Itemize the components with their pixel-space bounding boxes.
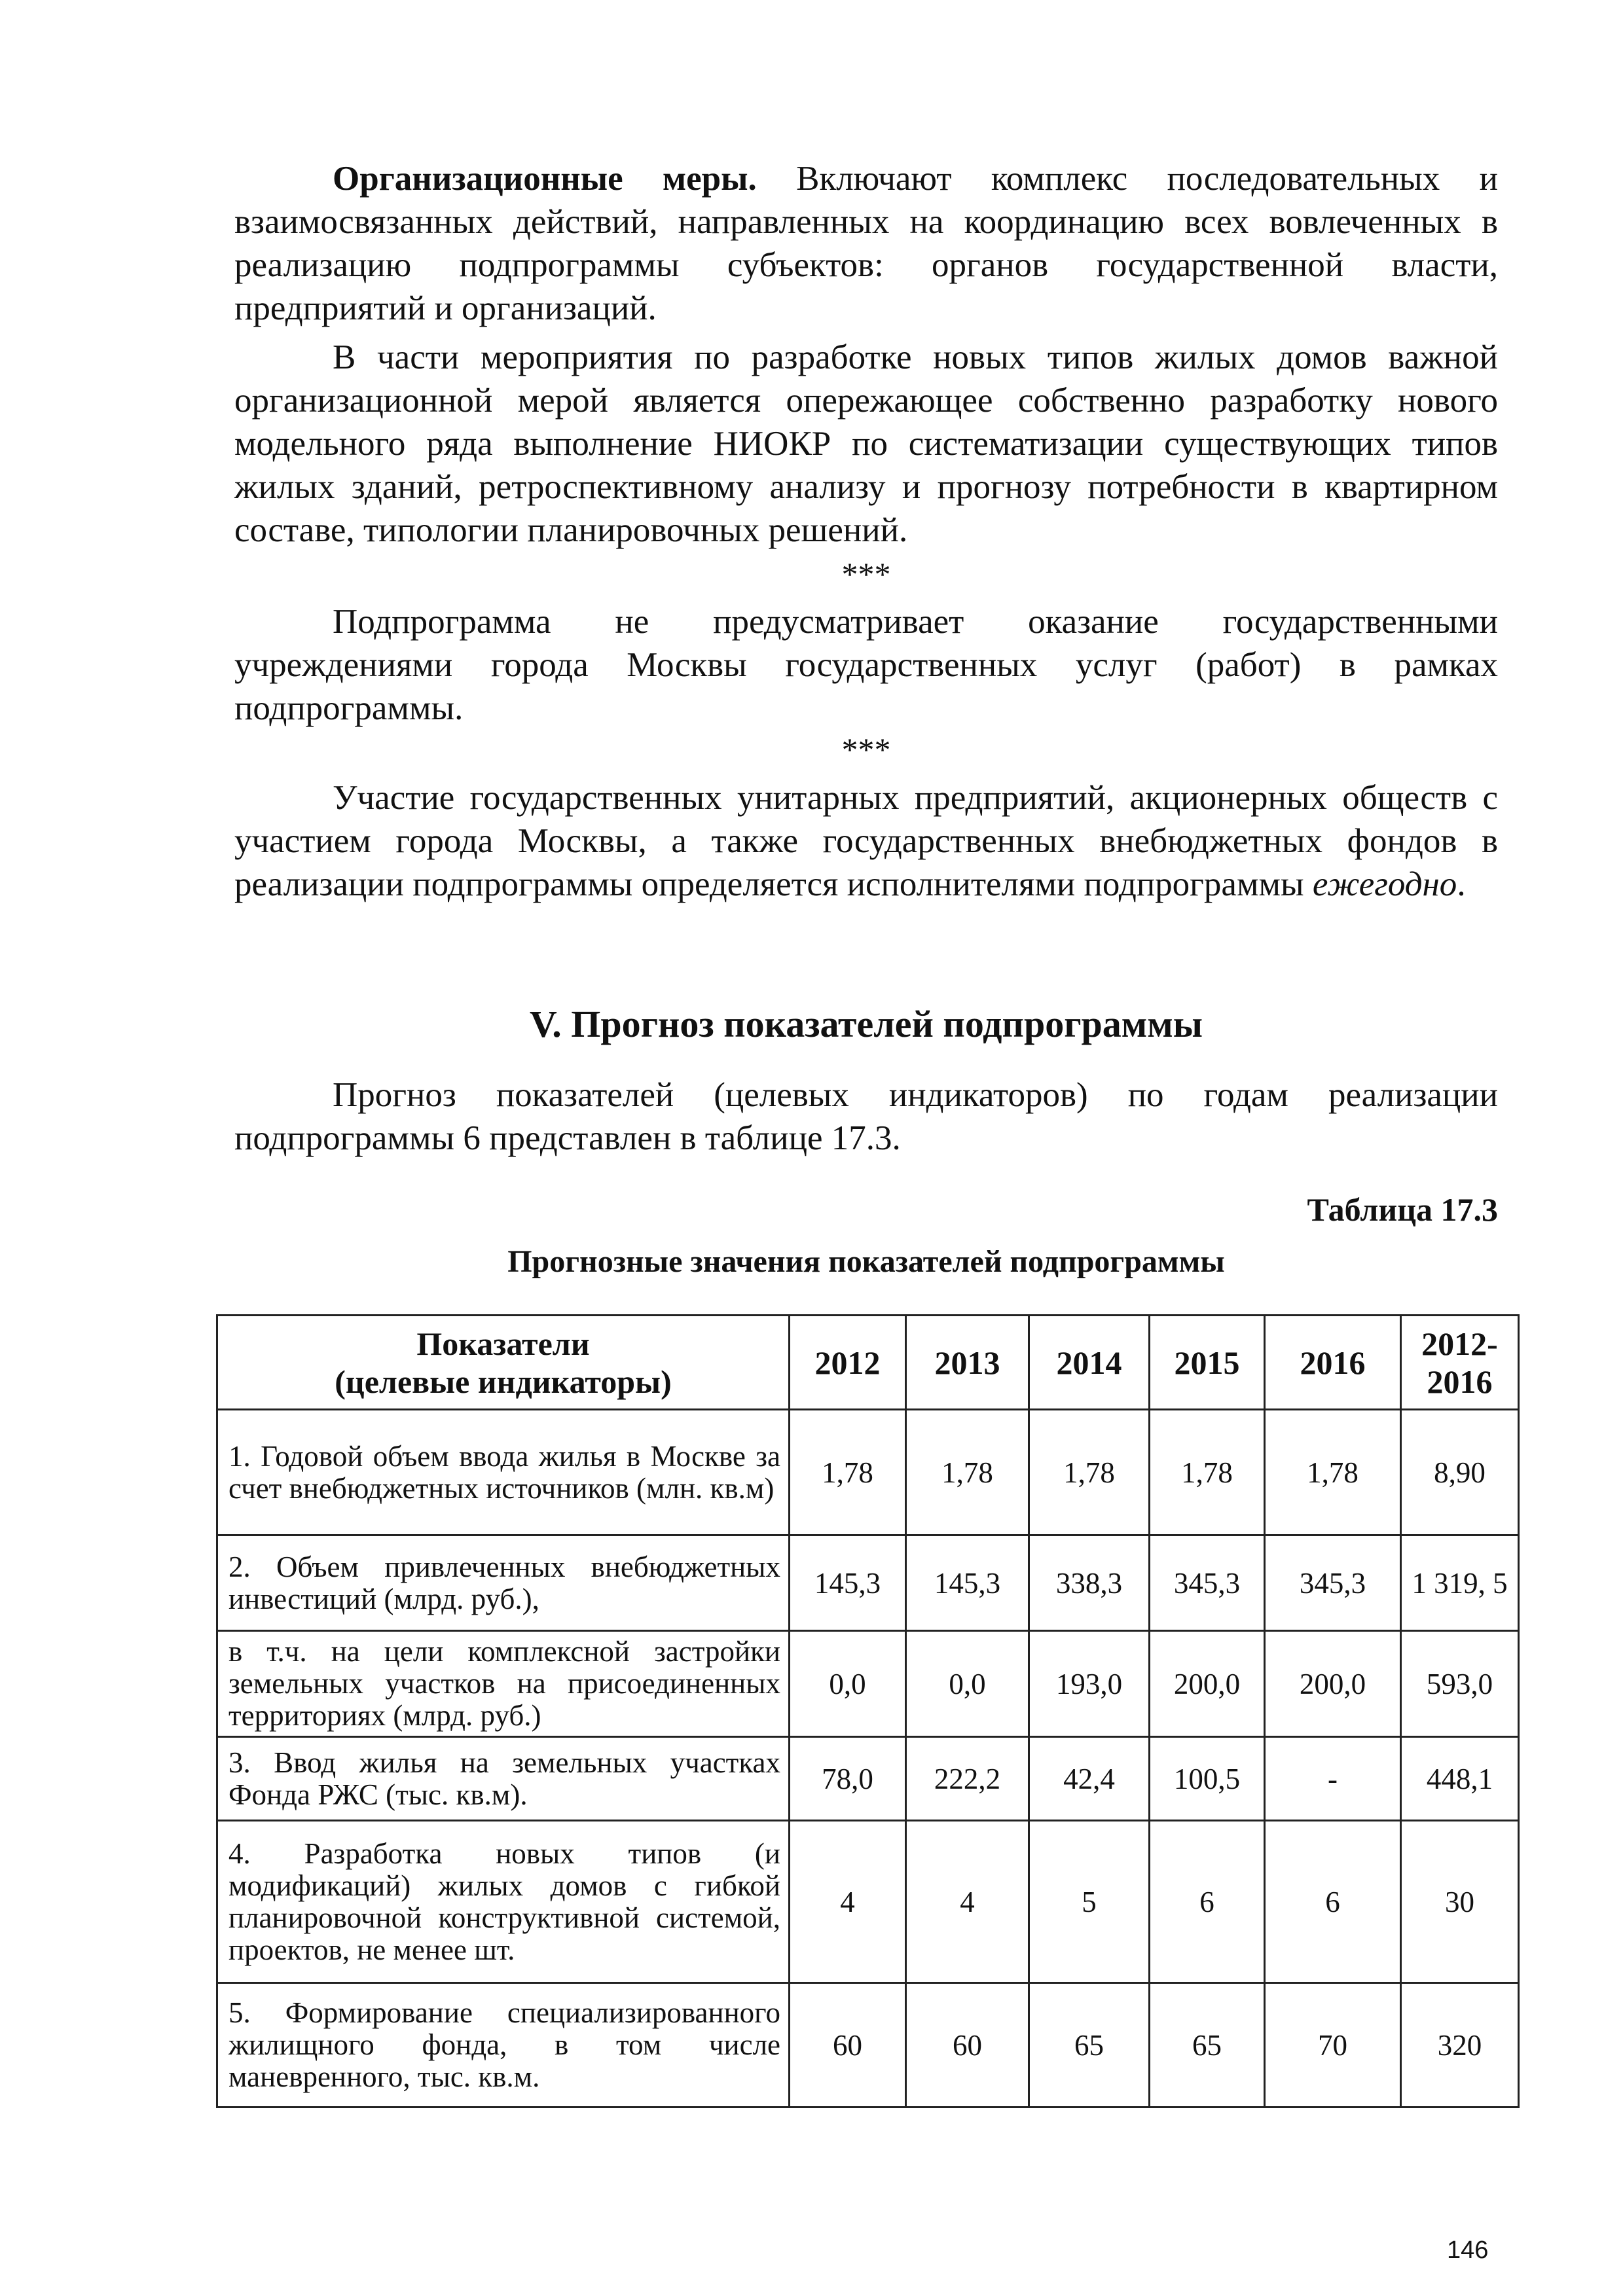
value-cell: 320 (1401, 1983, 1519, 2108)
header-indicators-line1: Показатели (416, 1325, 590, 1362)
value-cell: 1,78 (1029, 1410, 1150, 1535)
indicator-label: 4. Разработка новых типов (и модификаций) жилых домов с гибкой планировочной конструктивной системой, проектов, не менее шт. (217, 1821, 790, 1983)
value-cell: 0,0 (906, 1631, 1029, 1737)
table-row (217, 1821, 1519, 1983)
header-total-line2: 2016 (1427, 1363, 1493, 1400)
paragraph-niokr: В части мероприятия по разработке новых типов жилых домов важной организационной мерой является опережающее собственно разработку нового модельного ряда выполнение НИОКР по систематизации существующих типов жилых зданий, ретроспективному анализу и прогнозу потребности в квартирном составе, типологии планировочных решений. (234, 338, 1498, 549)
paragraph-end: . (1457, 865, 1466, 903)
header-year: 2015 (1150, 1316, 1265, 1410)
value-cell: 200,0 (1150, 1631, 1265, 1737)
paragraph-forecast-intro: Прогноз показателей (целевых индикаторов) по годам реализации подпрограммы 6 представлен в таблице 17.3. (234, 1076, 1498, 1157)
value-cell: 30 (1401, 1821, 1519, 1983)
value-cell: 8,90 (1401, 1410, 1519, 1535)
value-cell: 1,78 (1265, 1410, 1401, 1535)
table-row (217, 1535, 1519, 1631)
paragraph-participation (234, 776, 1498, 906)
table-row (217, 1631, 1519, 1737)
value-cell: 70 (1265, 1983, 1401, 2108)
table-number: Таблица 17.3 (1307, 1191, 1498, 1228)
separator-stars: *** (841, 556, 891, 592)
table-row (217, 1983, 1519, 2108)
table-row (217, 1410, 1519, 1535)
value-cell: 78,0 (790, 1737, 906, 1821)
paragraph-text: Включают комплекс последовательных и взаимосвязанных действий, направленных на координацию всех вовлеченных в реализацию подпрограммы субъектов: органов государственной власти, предприятий и организаций. (234, 160, 1498, 327)
header-total (1401, 1316, 1519, 1410)
indicator-label: в т.ч. на цели комплексной застройки земельных участков на присоединенных территориях (млрд. руб.) (217, 1631, 790, 1737)
value-cell: 1 319, 5 (1401, 1535, 1519, 1631)
indicator-label: 1. Годовой объем ввода жилья в Москве за счет внебюджетных источников (млн. кв.м) (217, 1410, 790, 1535)
value-cell: 65 (1150, 1983, 1265, 2108)
value-cell: 345,3 (1265, 1535, 1401, 1631)
value-cell: 222,2 (906, 1737, 1029, 1821)
value-cell: 338,3 (1029, 1535, 1150, 1631)
value-cell: 1,78 (1150, 1410, 1265, 1535)
value-cell: - (1265, 1737, 1401, 1821)
value-cell: 60 (790, 1983, 906, 2108)
table-header-row (217, 1316, 1519, 1410)
header-year: 2016 (1265, 1316, 1401, 1410)
value-cell: 145,3 (790, 1535, 906, 1631)
value-cell: 5 (1029, 1821, 1150, 1983)
page-number: 146 (1447, 2236, 1489, 2264)
value-cell: 1,78 (790, 1410, 906, 1535)
paragraph-services: Подпрограмма не предусматривает оказание государственными учреждениями города Москвы государственных услуг (работ) в рамках подпрограммы. (234, 603, 1498, 727)
value-cell: 145,3 (906, 1535, 1029, 1631)
table-row (217, 1737, 1519, 1821)
separator-stars: *** (841, 731, 891, 768)
indicator-label: 2. Объем привлеченных внебюджетных инвестиций (млрд. руб.), (217, 1535, 790, 1631)
header-indicators-line2: (целевые индикаторы) (335, 1363, 672, 1400)
value-cell: 200,0 (1265, 1631, 1401, 1737)
header-year: 2013 (906, 1316, 1029, 1410)
value-cell: 60 (906, 1983, 1029, 2108)
header-year: 2014 (1029, 1316, 1150, 1410)
indicators-table (216, 1314, 1520, 2108)
value-cell: 6 (1265, 1821, 1401, 1983)
value-cell: 193,0 (1029, 1631, 1150, 1737)
table-caption: Прогнозные значения показателей подпрограммы (507, 1244, 1225, 1279)
value-cell: 0,0 (790, 1631, 906, 1737)
header-total-line1: 2012- (1421, 1325, 1498, 1362)
value-cell: 1,78 (906, 1410, 1029, 1535)
value-cell: 6 (1150, 1821, 1265, 1983)
header-indicators (217, 1316, 790, 1410)
header-year: 2012 (790, 1316, 906, 1410)
paragraph-text: Участие государственных унитарных предприятий, акционерных обществ с участием города Москвы, а также государственных внебюджетных фондов в реализации подпрограммы определяется исполнителями подпрограммы (234, 779, 1498, 903)
value-cell: 448,1 (1401, 1737, 1519, 1821)
paragraph-italic: ежегодно (1312, 865, 1457, 903)
value-cell: 4 (790, 1821, 906, 1983)
value-cell: 345,3 (1150, 1535, 1265, 1631)
value-cell: 4 (906, 1821, 1029, 1983)
section-heading: V. Прогноз показателей подпрограммы (529, 1003, 1203, 1045)
value-cell: 42,4 (1029, 1737, 1150, 1821)
value-cell: 65 (1029, 1983, 1150, 2108)
paragraph-organizational-measures (234, 157, 1498, 330)
value-cell: 100,5 (1150, 1737, 1265, 1821)
indicator-label: 5. Формирование специализированного жилищного фонда, в том числе маневренного, тыс. кв.м. (217, 1983, 790, 2108)
paragraph-lead-bold: Организационные меры. (333, 160, 757, 198)
indicator-label: 3. Ввод жилья на земельных участках Фонда РЖС (тыс. кв.м). (217, 1737, 790, 1821)
value-cell: 593,0 (1401, 1631, 1519, 1737)
